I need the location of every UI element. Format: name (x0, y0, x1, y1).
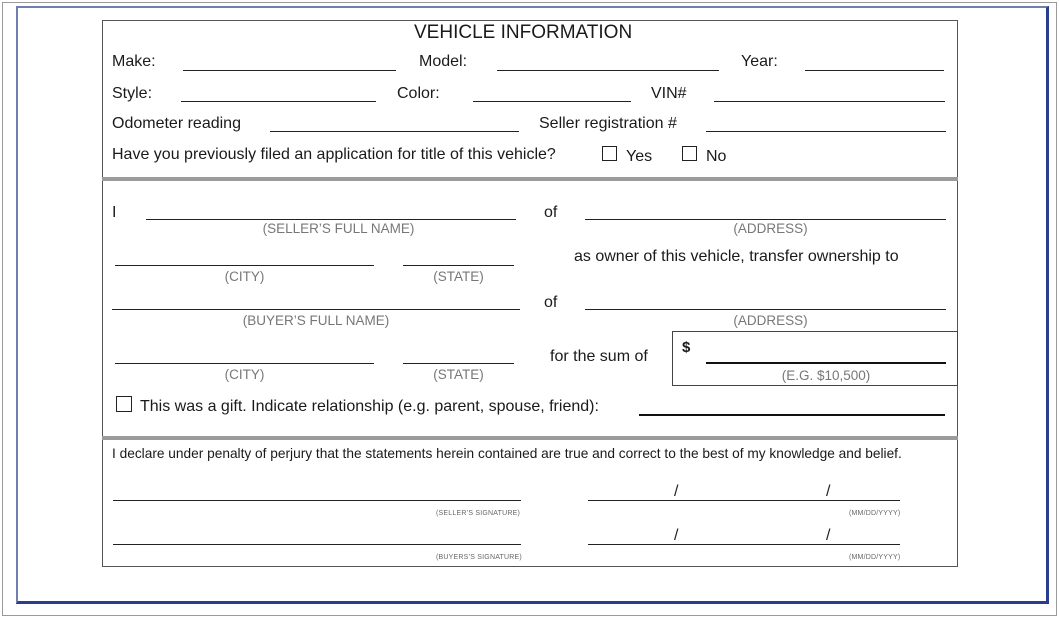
seller-date-slash-1: / (674, 483, 679, 500)
seller-address-caption: (ADDRESS) (733, 221, 808, 236)
no-checkbox[interactable] (682, 146, 697, 161)
vin-field[interactable] (714, 101, 945, 102)
seller-registration-field[interactable] (706, 131, 946, 132)
vin-label: VIN# (651, 85, 687, 102)
form-title: VEHICLE INFORMATION (414, 22, 633, 43)
buyer-city-caption: (CITY) (224, 367, 265, 382)
of-label-buyer: of (544, 294, 558, 311)
dollar-sign: $ (682, 339, 691, 356)
color-field[interactable] (473, 101, 631, 102)
sum-amount-field[interactable] (706, 362, 946, 364)
seller-address-field[interactable] (585, 219, 946, 220)
no-label: No (706, 148, 727, 165)
make-label: Make: (112, 53, 156, 70)
seller-date-slash-2: / (826, 483, 831, 500)
buyer-signature-caption: (BUYERS’S SIGNATURE) (436, 554, 522, 561)
buyer-date-slash-1: / (674, 527, 679, 544)
owner-transfer-text: as owner of this vehicle, transfer ownership to (574, 248, 899, 265)
sum-example-caption: (E.G. $10,500) (781, 368, 871, 383)
i-label: I (112, 204, 117, 221)
seller-state-field[interactable] (403, 265, 514, 266)
seller-city-field[interactable] (115, 265, 374, 266)
buyer-address-caption: (ADDRESS) (733, 313, 808, 328)
seller-signature-field[interactable] (113, 500, 521, 501)
style-label: Style: (112, 85, 153, 102)
buyer-signature-field[interactable] (113, 544, 521, 545)
section-separator (102, 177, 958, 181)
prior-title-question: Have you previously filed an application for title of this vehicle? (112, 146, 556, 163)
declaration-text: I declare under penalty of perjury that the statements herein contained are true and correct to the best of my knowledge and belief. (112, 446, 902, 461)
seller-date-field[interactable] (588, 500, 900, 501)
buyer-full-name-field[interactable] (112, 309, 520, 310)
gift-text: This was a gift. Indicate relationship (e.g. parent, spouse, friend): (140, 398, 599, 415)
year-label: Year: (741, 53, 778, 70)
buyer-date-slash-2: / (826, 527, 831, 544)
buyer-date-caption: (MM/DD/YYYY) (849, 554, 901, 561)
yes-checkbox[interactable] (602, 146, 617, 161)
model-label: Model: (419, 53, 468, 70)
seller-signature-caption: (SELLER’S SIGNATURE) (436, 510, 520, 517)
buyer-full-name-caption: (BUYER’S FULL NAME) (242, 313, 390, 328)
color-label: Color: (397, 85, 440, 102)
seller-city-caption: (CITY) (224, 269, 265, 284)
year-field[interactable] (805, 70, 944, 71)
seller-full-name-field[interactable] (146, 219, 516, 220)
seller-full-name-caption: (SELLER’S FULL NAME) (262, 221, 415, 236)
buyer-city-field[interactable] (115, 363, 374, 364)
make-field[interactable] (183, 70, 396, 71)
section-separator-declaration (102, 436, 958, 440)
seller-date-caption: (MM/DD/YYYY) (849, 510, 901, 517)
model-field[interactable] (497, 70, 719, 71)
odometer-field[interactable] (270, 131, 519, 132)
of-label-seller: of (544, 204, 558, 221)
buyer-state-caption: (STATE) (433, 367, 484, 382)
buyer-state-field[interactable] (403, 363, 514, 364)
seller-registration-label: Seller registration # (539, 115, 677, 132)
yes-label: Yes (626, 148, 653, 165)
odometer-label: Odometer reading (112, 115, 241, 132)
style-field[interactable] (181, 101, 376, 102)
buyer-date-field[interactable] (588, 544, 900, 545)
buyer-address-field[interactable] (585, 309, 946, 310)
gift-relationship-field[interactable] (639, 414, 945, 416)
seller-state-caption: (STATE) (433, 269, 484, 284)
for-the-sum-label: for the sum of (550, 348, 648, 365)
gift-checkbox[interactable] (116, 396, 132, 412)
